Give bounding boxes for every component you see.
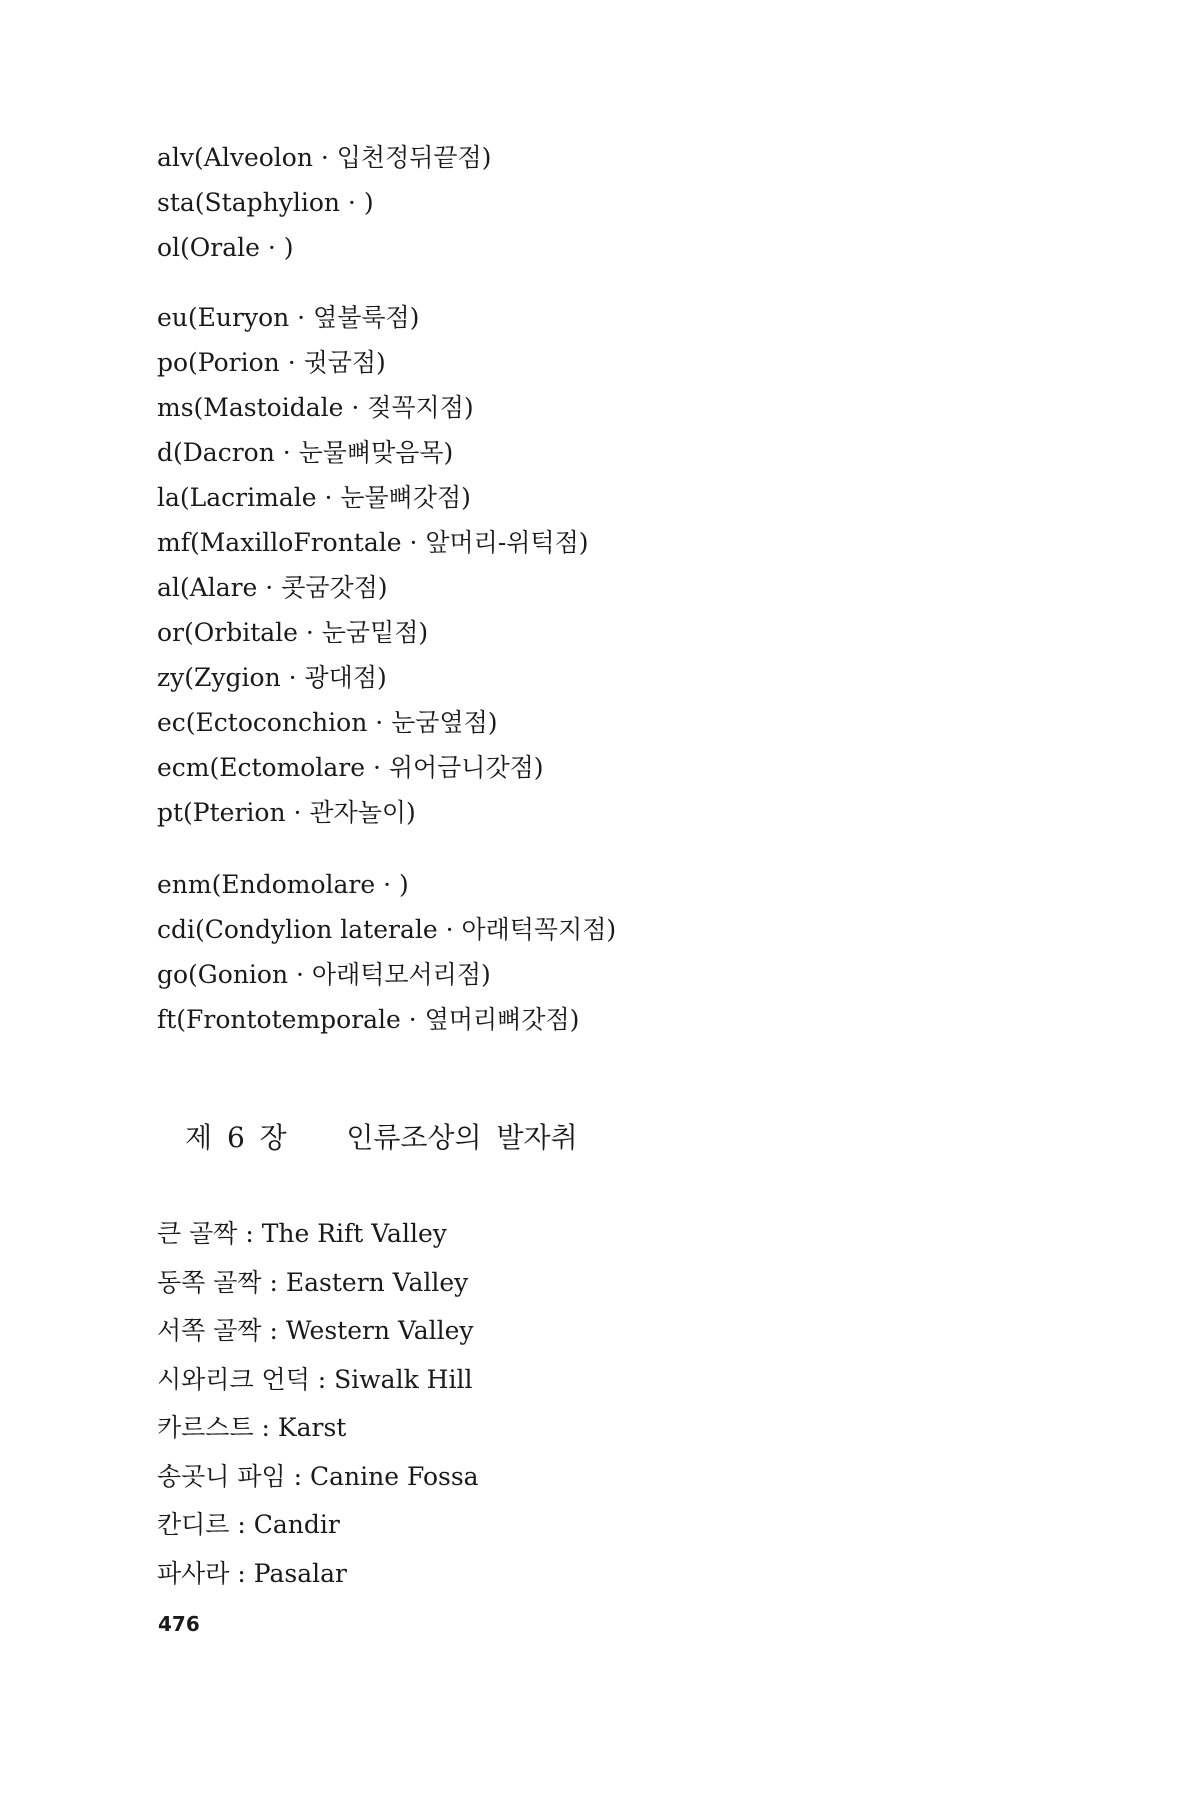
landmark-entry: al(Alare · 콧굼갓점): [157, 573, 388, 602]
glossary-entry: 송곳니 파임 : Canine Fossa: [157, 1461, 479, 1491]
chapter-number: 제 6 장: [185, 1121, 287, 1154]
glossary-entry: 서쪽 골짝 : Western Valley: [157, 1316, 474, 1345]
glossary-entry: 파사라 : Pasalar: [157, 1558, 347, 1588]
landmark-list-1: [157, 135, 491, 270]
landmark-entry: eu(Euryon · 옆불룩점): [157, 303, 420, 332]
landmark-list-3: [157, 862, 616, 1042]
landmark-entry: alv(Alveolon · 입천정뒤끝점): [157, 143, 492, 172]
landmark-entry: mf(MaxilloFrontale · 앞머리-위턱점): [157, 528, 589, 557]
landmark-entry: la(Lacrimale · 눈물뼈갓점): [157, 483, 471, 512]
glossary-entry: 큰 골짝 : The Rift Valley: [157, 1219, 447, 1248]
landmark-entry: or(Orbitale · 눈굼밑점): [157, 618, 429, 647]
landmark-entry: ms(Mastoidale · 젖꼭지점): [157, 393, 474, 422]
landmark-list-2: [157, 295, 589, 835]
landmark-entry: enm(Endomolare · ): [157, 870, 409, 899]
glossary-entry: 동쪽 골짝 : Eastern Valley: [157, 1267, 469, 1297]
landmark-entry: ec(Ectoconchion · 눈굼옆점): [157, 708, 498, 737]
chapter-heading: [185, 1118, 578, 1158]
landmark-entry: po(Porion · 귓굼점): [157, 348, 386, 377]
landmark-entry: sta(Staphylion · ): [157, 188, 374, 217]
landmark-entry: cdi(Condylion laterale · 아래턱꼭지점): [157, 915, 617, 944]
landmark-entry: ft(Frontotemporale · 옆머리뼈갓점): [157, 1005, 580, 1034]
chapter-title: 인류조상의 발자취: [346, 1121, 578, 1154]
glossary-entry: 칸디르 : Candir: [157, 1510, 340, 1539]
glossary-entry: 시와리크 언덕 : Siwalk Hill: [157, 1364, 473, 1394]
landmark-entry: go(Gonion · 아래턱모서리점): [157, 960, 491, 989]
landmark-entry: ol(Orale · ): [157, 233, 294, 262]
landmark-entry: pt(Pterion · 관자놀이): [157, 798, 416, 827]
landmark-entry: zy(Zygion · 광대점): [157, 663, 387, 692]
page-number: 476: [158, 1612, 200, 1636]
landmark-entry: ecm(Ectomolare · 위어금니갓점): [157, 753, 544, 782]
glossary-list: [157, 1210, 479, 1598]
glossary-entry: 카르스트 : Karst: [157, 1413, 347, 1442]
landmark-entry: d(Dacron · 눈물뼈맞음목): [157, 438, 454, 467]
